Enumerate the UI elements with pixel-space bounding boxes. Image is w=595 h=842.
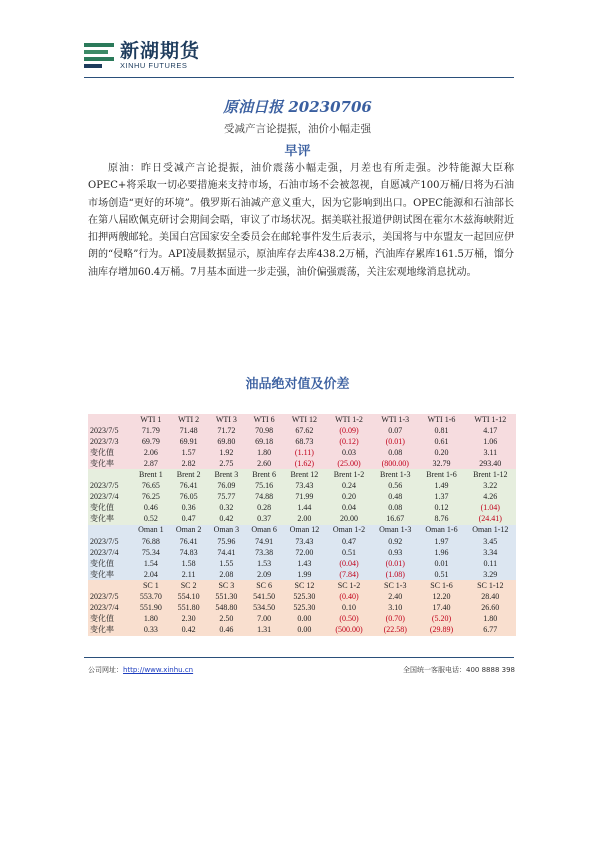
table-cell: 17.40 (418, 603, 464, 614)
table-cell: 76.65 (132, 481, 170, 492)
table-cell: 1.80 (465, 614, 516, 625)
table-header-row-wti (88, 414, 516, 425)
table-cell: 525.30 (283, 592, 326, 603)
website-label: 公司网址： (88, 666, 123, 674)
table-cell: 2.11 (170, 569, 208, 580)
table-cell: Brent 1-3 (372, 469, 418, 480)
table-cell: 2.50 (208, 614, 246, 625)
table-cell: SC 1-2 (326, 580, 372, 591)
table-cell: 74.88 (245, 492, 283, 503)
table-cell: (22.58) (372, 625, 418, 636)
table-cell: 71.79 (132, 425, 170, 436)
table-row-sc (88, 603, 516, 614)
table-cell: (0.40) (326, 592, 372, 603)
table-cell: 1.31 (245, 625, 283, 636)
table-cell: WTI 6 (245, 414, 283, 425)
table-cell: Brent 1-12 (465, 469, 516, 480)
table-cell: 76.09 (208, 481, 246, 492)
table-cell: Brent 2 (170, 469, 208, 480)
table-cell: 1.54 (132, 558, 170, 569)
table-cell: WTI 12 (283, 414, 326, 425)
row-label: 变化率 (88, 458, 132, 469)
table-cell: Brent 1-6 (418, 469, 464, 480)
table-cell: 554.10 (170, 592, 208, 603)
table-cell: 73.43 (283, 481, 326, 492)
table-cell: 0.56 (372, 481, 418, 492)
table-cell: 0.04 (326, 503, 372, 514)
table-cell: 69.80 (208, 436, 246, 447)
table-cell: 0.12 (418, 503, 464, 514)
table-cell: SC 1-3 (372, 580, 418, 591)
table-cell: 28.40 (465, 592, 516, 603)
table-row-oman (88, 558, 516, 569)
table-cell: 3.11 (465, 447, 516, 458)
table-cell: SC 12 (283, 580, 326, 591)
row-label: 2023/7/4 (88, 492, 132, 503)
table-cell: 2.08 (208, 569, 246, 580)
table-cell: SC 1-6 (418, 580, 464, 591)
table-cell: 1.57 (170, 447, 208, 458)
table-cell: 6.77 (465, 625, 516, 636)
row-label: 变化值 (88, 447, 132, 458)
table-cell: 0.47 (170, 514, 208, 525)
table-cell: 1.43 (283, 558, 326, 569)
table-cell: 0.01 (418, 558, 464, 569)
table-cell: 551.90 (132, 603, 170, 614)
table-cell: SC 2 (170, 580, 208, 591)
table-row-oman (88, 536, 516, 547)
table-cell: Oman 1-12 (465, 525, 516, 536)
table-cell: SC 1-12 (465, 580, 516, 591)
table-row-sc (88, 625, 516, 636)
table-cell: 0.42 (170, 625, 208, 636)
table-cell: 0.03 (326, 447, 372, 458)
table-cell: 0.32 (208, 503, 246, 514)
table-cell: 2.87 (132, 458, 170, 469)
table-cell: 72.00 (283, 547, 326, 558)
table-cell: 553.70 (132, 592, 170, 603)
table-cell: WTI 1-12 (465, 414, 516, 425)
table-row-sc (88, 614, 516, 625)
table-cell: SC 3 (208, 580, 246, 591)
table-cell: 541.50 (245, 592, 283, 603)
table-cell: 0.20 (326, 492, 372, 503)
table-cell: 0.42 (208, 514, 246, 525)
table-cell: Brent 12 (283, 469, 326, 480)
row-label: 变化值 (88, 614, 132, 625)
table-cell: 2.09 (245, 569, 283, 580)
table-cell: Oman 12 (283, 525, 326, 536)
table-cell: Oman 2 (170, 525, 208, 536)
table-cell: 1.96 (418, 547, 464, 558)
row-label (88, 469, 132, 480)
table-cell: 75.96 (208, 536, 246, 547)
table-cell: Oman 6 (245, 525, 283, 536)
table-cell: 1.44 (283, 503, 326, 514)
table-cell: 0.00 (283, 614, 326, 625)
table-cell: 69.91 (170, 436, 208, 447)
table-cell: 0.08 (372, 447, 418, 458)
table-cell: 2.04 (132, 569, 170, 580)
table-cell: WTI 1-2 (326, 414, 372, 425)
table-cell: 0.24 (326, 481, 372, 492)
table-cell: Brent 1-2 (326, 469, 372, 480)
footer-divider (84, 657, 514, 658)
table-cell: 4.17 (465, 425, 516, 436)
table-cell: 7.00 (245, 614, 283, 625)
table-cell: 551.80 (170, 603, 208, 614)
table-cell: (1.11) (283, 447, 326, 458)
table-cell: 74.41 (208, 547, 246, 558)
company-logo (84, 40, 200, 70)
table-cell: 0.00 (283, 625, 326, 636)
table-cell: 76.25 (132, 492, 170, 503)
table-cell: 76.88 (132, 536, 170, 547)
table-cell: 75.16 (245, 481, 283, 492)
table-cell: 76.05 (170, 492, 208, 503)
table-cell: 0.33 (132, 625, 170, 636)
header-divider (84, 77, 514, 78)
report-title: 原油日报 20230706 (223, 98, 372, 116)
table-cell: 2.00 (283, 514, 326, 525)
table-cell: 0.51 (418, 569, 464, 580)
table-cell: 76.41 (170, 536, 208, 547)
table-cell: (29.89) (418, 625, 464, 636)
table-row-oman (88, 569, 516, 580)
table-row-brent (88, 492, 516, 503)
table-cell: 26.60 (465, 603, 516, 614)
table-cell: 4.26 (465, 492, 516, 503)
section-heading-table: 油品绝对值及价差 (245, 377, 350, 392)
table-cell: 1.80 (245, 447, 283, 458)
table-cell: 525.30 (283, 603, 326, 614)
table-cell: (5.20) (418, 614, 464, 625)
table-cell: 75.34 (132, 547, 170, 558)
table-cell: 2.82 (170, 458, 208, 469)
table-cell: (24.41) (465, 514, 516, 525)
table-cell: Oman 1 (132, 525, 170, 536)
logo-name-en: XINHU FUTURES (120, 60, 188, 70)
table-cell: WTI 1-6 (418, 414, 464, 425)
table-cell: Oman 1-3 (372, 525, 418, 536)
table-cell: (1.08) (372, 569, 418, 580)
table-cell: 76.41 (170, 481, 208, 492)
table-cell: (0.70) (372, 614, 418, 625)
table-cell: 20.00 (326, 514, 372, 525)
row-label: 变化率 (88, 625, 132, 636)
table-row-wti (88, 458, 516, 469)
table-cell: 1.53 (245, 558, 283, 569)
table-cell: 73.38 (245, 547, 283, 558)
row-label (88, 580, 132, 591)
table-cell: 16.67 (372, 514, 418, 525)
table-cell: 0.07 (372, 425, 418, 436)
table-cell: (500.00) (326, 625, 372, 636)
table-header-row-oman (88, 525, 516, 536)
table-cell: 69.79 (132, 436, 170, 447)
table-cell: 0.37 (245, 514, 283, 525)
row-label: 2023/7/5 (88, 592, 132, 603)
table-cell: 3.22 (465, 481, 516, 492)
table-cell: WTI 2 (170, 414, 208, 425)
row-label: 2023/7/4 (88, 603, 132, 614)
table-cell: 12.20 (418, 592, 464, 603)
table-cell: (0.12) (326, 436, 372, 447)
table-cell: WTI 1-3 (372, 414, 418, 425)
table-row-wti (88, 447, 516, 458)
table-cell: 70.98 (245, 425, 283, 436)
table-row-sc (88, 592, 516, 603)
table-cell: 293.40 (465, 458, 516, 469)
table-row-wti (88, 436, 516, 447)
table-cell: Brent 6 (245, 469, 283, 480)
report-subtitle: 受减产言论提振，油价小幅走强 (224, 123, 371, 135)
table-cell: (0.01) (372, 436, 418, 447)
table-cell: (0.09) (326, 425, 372, 436)
table-cell: 2.40 (372, 592, 418, 603)
row-label: 变化率 (88, 514, 132, 525)
table-cell: 71.99 (283, 492, 326, 503)
table-cell: (0.01) (372, 558, 418, 569)
row-label (88, 414, 132, 425)
table-cell: (0.04) (326, 558, 372, 569)
table-cell: 69.18 (245, 436, 283, 447)
table-cell: 3.10 (372, 603, 418, 614)
table-cell: (1.62) (283, 458, 326, 469)
table-cell: 1.92 (208, 447, 246, 458)
table-row-brent (88, 481, 516, 492)
table-cell: 74.91 (245, 536, 283, 547)
table-cell: 2.75 (208, 458, 246, 469)
table-row-wti (88, 425, 516, 436)
table-cell: SC 6 (245, 580, 283, 591)
table-cell: 0.92 (372, 536, 418, 547)
table-cell: 1.06 (465, 436, 516, 447)
table-cell: 0.48 (372, 492, 418, 503)
table-cell: (0.50) (326, 614, 372, 625)
table-cell: (800.00) (372, 458, 418, 469)
table-cell: 73.43 (283, 536, 326, 547)
table-row-brent (88, 514, 516, 525)
table-cell: 67.62 (283, 425, 326, 436)
table-cell: Brent 1 (132, 469, 170, 480)
table-cell: 0.61 (418, 436, 464, 447)
row-label: 变化值 (88, 503, 132, 514)
table-cell: 3.34 (465, 547, 516, 558)
commentary-paragraph: 原油：昨日受减产言论提振，油价震荡小幅走强，月差也有所走强。沙特能源大臣称OPEC+将采取一切必要措施来支持市场，石油市场不会被忽视，自愿减产100万桶/日将为石油市场创造“更好的环境”。俄罗斯石油减产意义重大，因为它影响到出口。OPEC能源和石油部长在第八届欧佩克研讨会期间会晤，审议了市场状况。据美联社报道伊朗试图在霍尔木兹海峡附近扣押两艘邮轮。美国白宫国家安全委员会在邮轮事件发生后表示，美国将与中东盟友一起回应伊朗的“侵略”行为。API凌晨数据显示，原油库存去库438.2万桶，汽油库存累库161.5万桶，馏分油库存增加60.4万桶。7月基本面进一步走强，油价偏强震荡，关注宏观地缘消息扰动。 (88, 163, 514, 278)
table-cell: 0.28 (245, 503, 283, 514)
table-cell: 1.99 (283, 569, 326, 580)
row-label: 2023/7/5 (88, 481, 132, 492)
table-row-brent (88, 503, 516, 514)
footer-hotline: 全国统一客服电话：400 8888 398 (403, 666, 515, 674)
table-cell: 2.30 (170, 614, 208, 625)
table-cell: 1.58 (170, 558, 208, 569)
table-cell: 32.79 (418, 458, 464, 469)
table-header-row-sc (88, 580, 516, 591)
table-cell: 551.30 (208, 592, 246, 603)
table-cell: 0.36 (170, 503, 208, 514)
table-cell: (1.04) (465, 503, 516, 514)
logo-emblem-icon (84, 40, 114, 70)
table-cell: 1.80 (132, 614, 170, 625)
table-cell: 71.72 (208, 425, 246, 436)
table-cell: 0.52 (132, 514, 170, 525)
table-cell: 2.60 (245, 458, 283, 469)
row-label: 变化值 (88, 558, 132, 569)
website-link[interactable]: http://www.xinhu.cn (123, 666, 194, 674)
table-header-row-brent (88, 469, 516, 480)
table-cell: 0.93 (372, 547, 418, 558)
section-heading-commentary: 早评 (284, 144, 311, 159)
logo-name-cn: 新湖期货 (120, 39, 201, 62)
table-cell: 8.76 (418, 514, 464, 525)
table-cell: SC 1 (132, 580, 170, 591)
table-cell: 1.49 (418, 481, 464, 492)
table-cell: 1.37 (418, 492, 464, 503)
table-cell: 1.97 (418, 536, 464, 547)
table-cell: WTI 3 (208, 414, 246, 425)
row-label: 2023/7/3 (88, 436, 132, 447)
table-cell: (25.00) (326, 458, 372, 469)
table-cell: 68.73 (283, 436, 326, 447)
table-cell: 0.81 (418, 425, 464, 436)
table-cell: Brent 3 (208, 469, 246, 480)
table-cell: 74.83 (170, 547, 208, 558)
footer-website (88, 665, 193, 675)
table-cell: WTI 1 (132, 414, 170, 425)
table-cell: 0.47 (326, 536, 372, 547)
table-cell: 2.06 (132, 447, 170, 458)
table-cell: 1.55 (208, 558, 246, 569)
row-label: 变化率 (88, 569, 132, 580)
table-cell: 0.08 (372, 503, 418, 514)
table-cell: 534.50 (245, 603, 283, 614)
table-cell: 3.45 (465, 536, 516, 547)
table-cell: 71.48 (170, 425, 208, 436)
row-label (88, 525, 132, 536)
row-label: 2023/7/5 (88, 425, 132, 436)
table-cell: 548.80 (208, 603, 246, 614)
table-cell: 75.77 (208, 492, 246, 503)
table-cell: Oman 1-2 (326, 525, 372, 536)
table-cell: 0.46 (132, 503, 170, 514)
row-label: 2023/7/5 (88, 536, 132, 547)
table-cell: Oman 3 (208, 525, 246, 536)
table-cell: 0.20 (418, 447, 464, 458)
table-cell: (7.84) (326, 569, 372, 580)
row-label: 2023/7/4 (88, 547, 132, 558)
table-cell: 0.51 (326, 547, 372, 558)
table-cell: 0.10 (326, 603, 372, 614)
price-spread-table (88, 414, 516, 636)
table-row-oman (88, 547, 516, 558)
table-cell: 3.29 (465, 569, 516, 580)
table-cell: 0.11 (465, 558, 516, 569)
table-cell: Oman 1-6 (418, 525, 464, 536)
table-cell: 0.46 (208, 625, 246, 636)
